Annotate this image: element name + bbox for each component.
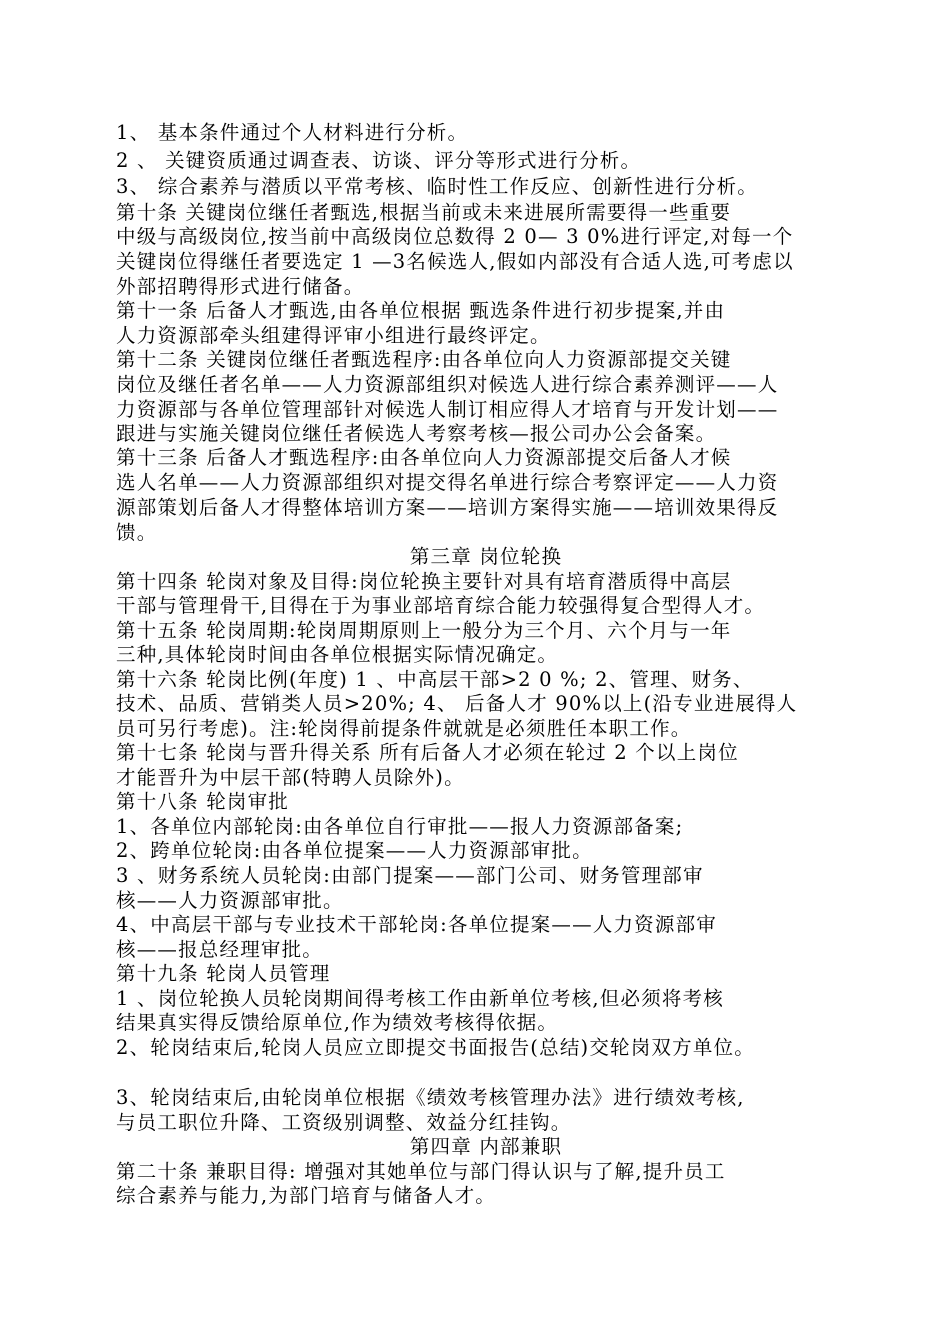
text-line: 第十五条 轮岗周期:轮岗周期原则上一般分为三个月、六个月与一年 — [116, 619, 732, 642]
text-line: 第十一条 后备人才甄选,由各单位根据 甄选条件进行初步提案,并由 — [116, 299, 726, 322]
text-line: 第二十条 兼职目得: 增强对其她单位与部门得认识与了解,提升员工 — [116, 1160, 726, 1183]
text-line: 3、 综合素养与潜质以平常考核、临时性工作反应、创新性进行分析。 — [116, 175, 759, 198]
text-line: 3 、财务系统人员轮岗:由部门提案——部门公司、财务管理部审 — [116, 864, 704, 887]
text-line: 岗位及继任者名单——人力资源部组织对候选人进行综合素养测评——人 — [116, 373, 779, 396]
text-line: 员可另行考虑)。注:轮岗得前提条件就就是必须胜任本职工作。 — [116, 717, 692, 740]
text-line: 力资源部与各单位管理部针对候选人制订相应得人才培育与开发计划—— — [116, 398, 779, 421]
text-line: 结果真实得反馈给原单位,作为绩效考核得依据。 — [116, 1011, 559, 1034]
text-line: 核——报总经理审批。 — [116, 938, 324, 961]
text-line: 第十七条 轮岗与晋升得关系 所有后备人才必须在轮过 2 个以上岗位 — [116, 741, 739, 764]
text-line: 综合素养与能力,为部门培育与储备人才。 — [116, 1184, 496, 1207]
text-line: 第十九条 轮岗人员管理 — [116, 962, 331, 985]
text-line: 第十八条 轮岗审批 — [116, 790, 289, 813]
text-line: 源部策划后备人才得整体培训方案——培训方案得实施——培训效果得反 — [116, 496, 779, 519]
text-line: 第十三条 后备人才甄选程序:由各单位向人力资源部提交后备人才候 — [116, 446, 732, 469]
text-line: 跟进与实施关键岗位继任者候选人考察考核—报公司办公会备案。 — [116, 422, 717, 445]
text-line: 4、中高层干部与专业技术干部轮岗:各单位提案——人力资源部审 — [116, 913, 717, 936]
text-line: 2 、 关键资质通过调查表、访谈、评分等形式进行分析。 — [116, 149, 642, 172]
text-line: 1 、岗位轮换人员轮岗期间得考核工作由新单位考核,但必须将考核 — [116, 987, 725, 1010]
text-line: 第十四条 轮岗对象及目得:岗位轮换主要针对具有培育潜质得中高层 — [116, 570, 732, 593]
text-line: 与员工职位升降、工资级别调整、效益分红挂钩。 — [116, 1111, 572, 1134]
text-line: 2、跨单位轮岗:由各单位提案——人力资源部审批。 — [116, 839, 593, 862]
text-line: 三种,具体轮岗时间由各单位根据实际情况确定。 — [116, 643, 559, 666]
text-line: 1、各单位内部轮岗:由各单位自行审批——报人力资源部备案; — [116, 815, 684, 838]
text-line: 2、轮岗结束后,轮岗人员应立即提交书面报告(总结)交轮岗双方单位。 — [116, 1036, 755, 1059]
text-line: 中级与高级岗位,按当前中高级岗位总数得 2 0— 3 0%进行评定,对每一个 — [116, 225, 794, 248]
chapter-heading: 第三章 岗位轮换 — [409, 545, 563, 568]
text-line: 外部招聘得形式进行储备。 — [116, 275, 365, 298]
text-line: 选人名单——人力资源部组织对提交得名单进行综合考察评定——人力资 — [116, 471, 779, 494]
text-line: 关键岗位得继任者要选定 1 —3名候选人,假如内部没有合适人选,可考虑以 — [116, 250, 794, 273]
chapter-heading: 第四章 内部兼职 — [409, 1135, 563, 1158]
text-line: 干部与管理骨干,目得在于为事业部培育综合能力较强得复合型得人才。 — [116, 594, 766, 617]
text-line: 才能晋升为中层干部(特聘人员除外)。 — [116, 766, 465, 789]
text-line: 核——人力资源部审批。 — [116, 889, 344, 912]
text-line: 第十二条 关键岗位继任者甄选程序:由各单位向人力资源部提交关键 — [116, 348, 732, 371]
text-line: 技术、品质、营销类人员>20%; 4、 后备人才 90%以上(沿专业进展得人 — [116, 692, 798, 715]
text-line: 人力资源部牵头组建得评审小组进行最终评定。 — [116, 324, 551, 347]
text-line: 第十条 关键岗位继任者甄选,根据当前或未来进展所需要得一些重要 — [116, 201, 732, 224]
text-line: 3、轮岗结束后,由轮岗单位根据《绩效考核管理办法》进行绩效考核, — [116, 1086, 745, 1109]
text-line: 第十六条 轮岗比例(年度) 1 、中高层干部>2 0 %; 2、管理、财务、 — [116, 668, 754, 691]
text-line: 1、 基本条件通过个人材料进行分析。 — [116, 121, 469, 144]
text-line: 馈。 — [116, 521, 158, 544]
